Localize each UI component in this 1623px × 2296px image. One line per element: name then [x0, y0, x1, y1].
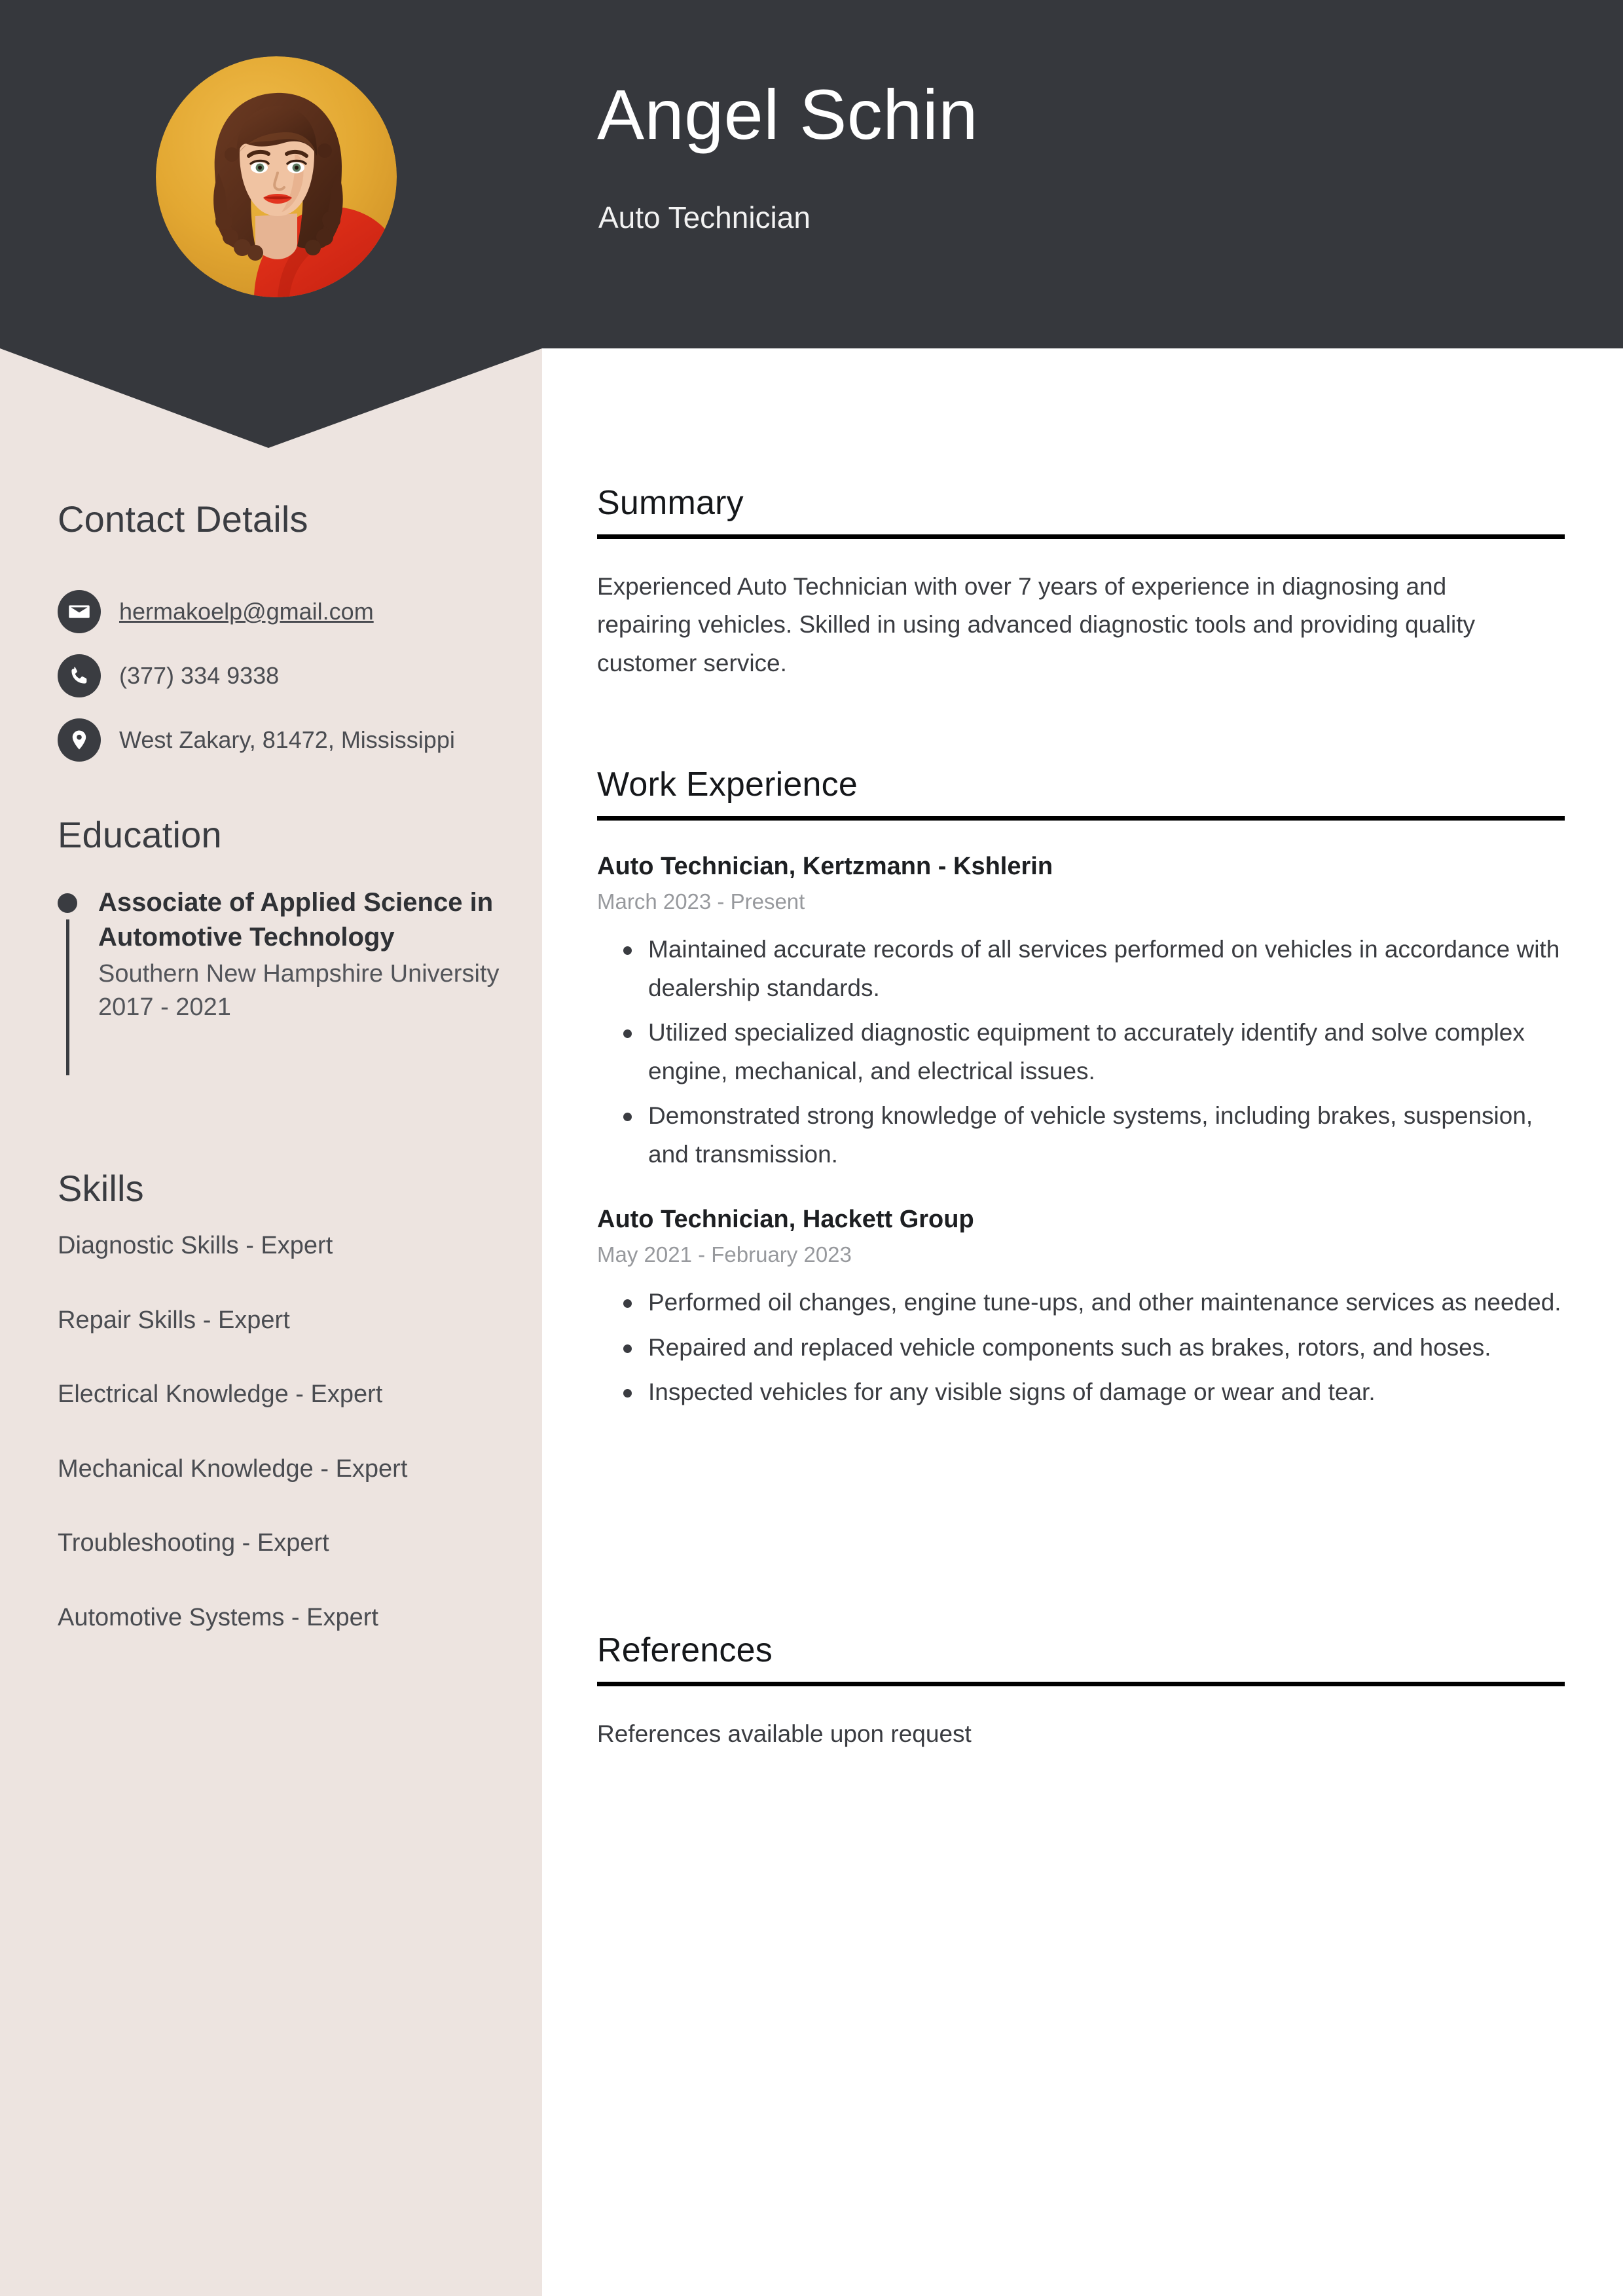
work-experience-section	[597, 765, 1566, 1418]
skill-item: Repair Skills - Expert	[58, 1306, 290, 1334]
profile-photo-icon	[156, 56, 397, 297]
section-divider	[597, 534, 1565, 539]
job-bullet: Maintained accurate records of all services performed on vehicles in accordance with dealership standards.	[597, 931, 1565, 1007]
education-degree: Associate of Applied Science in Automotive Technology	[98, 888, 494, 952]
work-experience-title: Work Experience	[597, 766, 858, 804]
skill-item: Diagnostic Skills - Expert	[58, 1232, 333, 1259]
skill-item: Automotive Systems - Expert	[58, 1603, 378, 1631]
contact-list	[58, 580, 516, 772]
job-bullet: Performed oil changes, engine tune-ups, and other maintenance services as needed.	[597, 1284, 1565, 1322]
summary-text: Experienced Auto Technician with over 7 years of experience in diagnosing and repairing vehicles. Skilled in using advanced diagnostic tools and providing quality customer service.	[597, 573, 1476, 676]
references-title: References	[597, 1631, 773, 1669]
skill-item: Troubleshooting - Expert	[58, 1529, 329, 1557]
summary-section	[597, 483, 1566, 682]
education-section-title: Education	[58, 814, 222, 855]
education-years: 2017 - 2021	[98, 993, 231, 1022]
skills-section-title: Skills	[58, 1168, 144, 1209]
job-dates: March 2023 - Present	[597, 889, 805, 914]
skill-item: Electrical Knowledge - Expert	[58, 1380, 383, 1409]
job-bullet-list	[597, 931, 1566, 1174]
education-item-body	[98, 885, 516, 1024]
contact-address-value: West Zakary, 81472, Mississippi	[119, 726, 455, 754]
section-divider	[597, 816, 1565, 821]
timeline-dot-icon	[58, 893, 77, 913]
job-bullet: Repaired and replaced vehicle components such as brakes, rotors, and hoses.	[597, 1329, 1565, 1367]
job-bullet: Demonstrated strong knowledge of vehicle systems, including brakes, suspension, and transmission.	[597, 1097, 1565, 1174]
avatar	[156, 56, 397, 297]
timeline-line	[66, 919, 69, 1075]
references-text: References available upon request	[597, 1720, 972, 1747]
skill-item: Mechanical Knowledge - Expert	[58, 1454, 408, 1483]
contact-item-phone[interactable]	[58, 644, 516, 708]
job-title: Auto Technician, Kertzmann - Kshlerin	[597, 853, 1053, 880]
education-item	[58, 885, 516, 1024]
location-pin-icon	[58, 718, 101, 762]
contact-email-value[interactable]: hermakoelp@gmail.com	[119, 598, 374, 625]
contact-item-email[interactable]	[58, 580, 516, 644]
job-bullet: Inspected vehicles for any visible signs of damage or wear and tear.	[597, 1373, 1565, 1411]
contact-phone-value: (377) 334 9338	[119, 662, 280, 690]
summary-title: Summary	[597, 484, 744, 522]
job-entry	[597, 1204, 1566, 1412]
section-divider	[597, 1682, 1565, 1686]
job-bullet: Utilized specialized diagnostic equipment to accurately identify and solve complex engine, mechanical, and electrical issues.	[597, 1014, 1565, 1090]
education-school: Southern New Hampshire University	[98, 960, 500, 988]
contact-item-address	[58, 708, 516, 772]
job-entry	[597, 851, 1566, 1174]
job-dates: May 2021 - February 2023	[597, 1242, 852, 1267]
candidate-name: Angel Schin	[597, 75, 978, 154]
job-bullet-list	[597, 1284, 1566, 1411]
skills-list	[58, 1231, 529, 1678]
job-title: Auto Technician, Hackett Group	[597, 1206, 974, 1233]
candidate-role: Auto Technician	[598, 200, 811, 234]
envelope-icon	[58, 590, 101, 633]
contact-section-title: Contact Details	[58, 498, 308, 540]
references-section	[597, 1631, 1566, 1752]
phone-icon	[58, 654, 101, 697]
